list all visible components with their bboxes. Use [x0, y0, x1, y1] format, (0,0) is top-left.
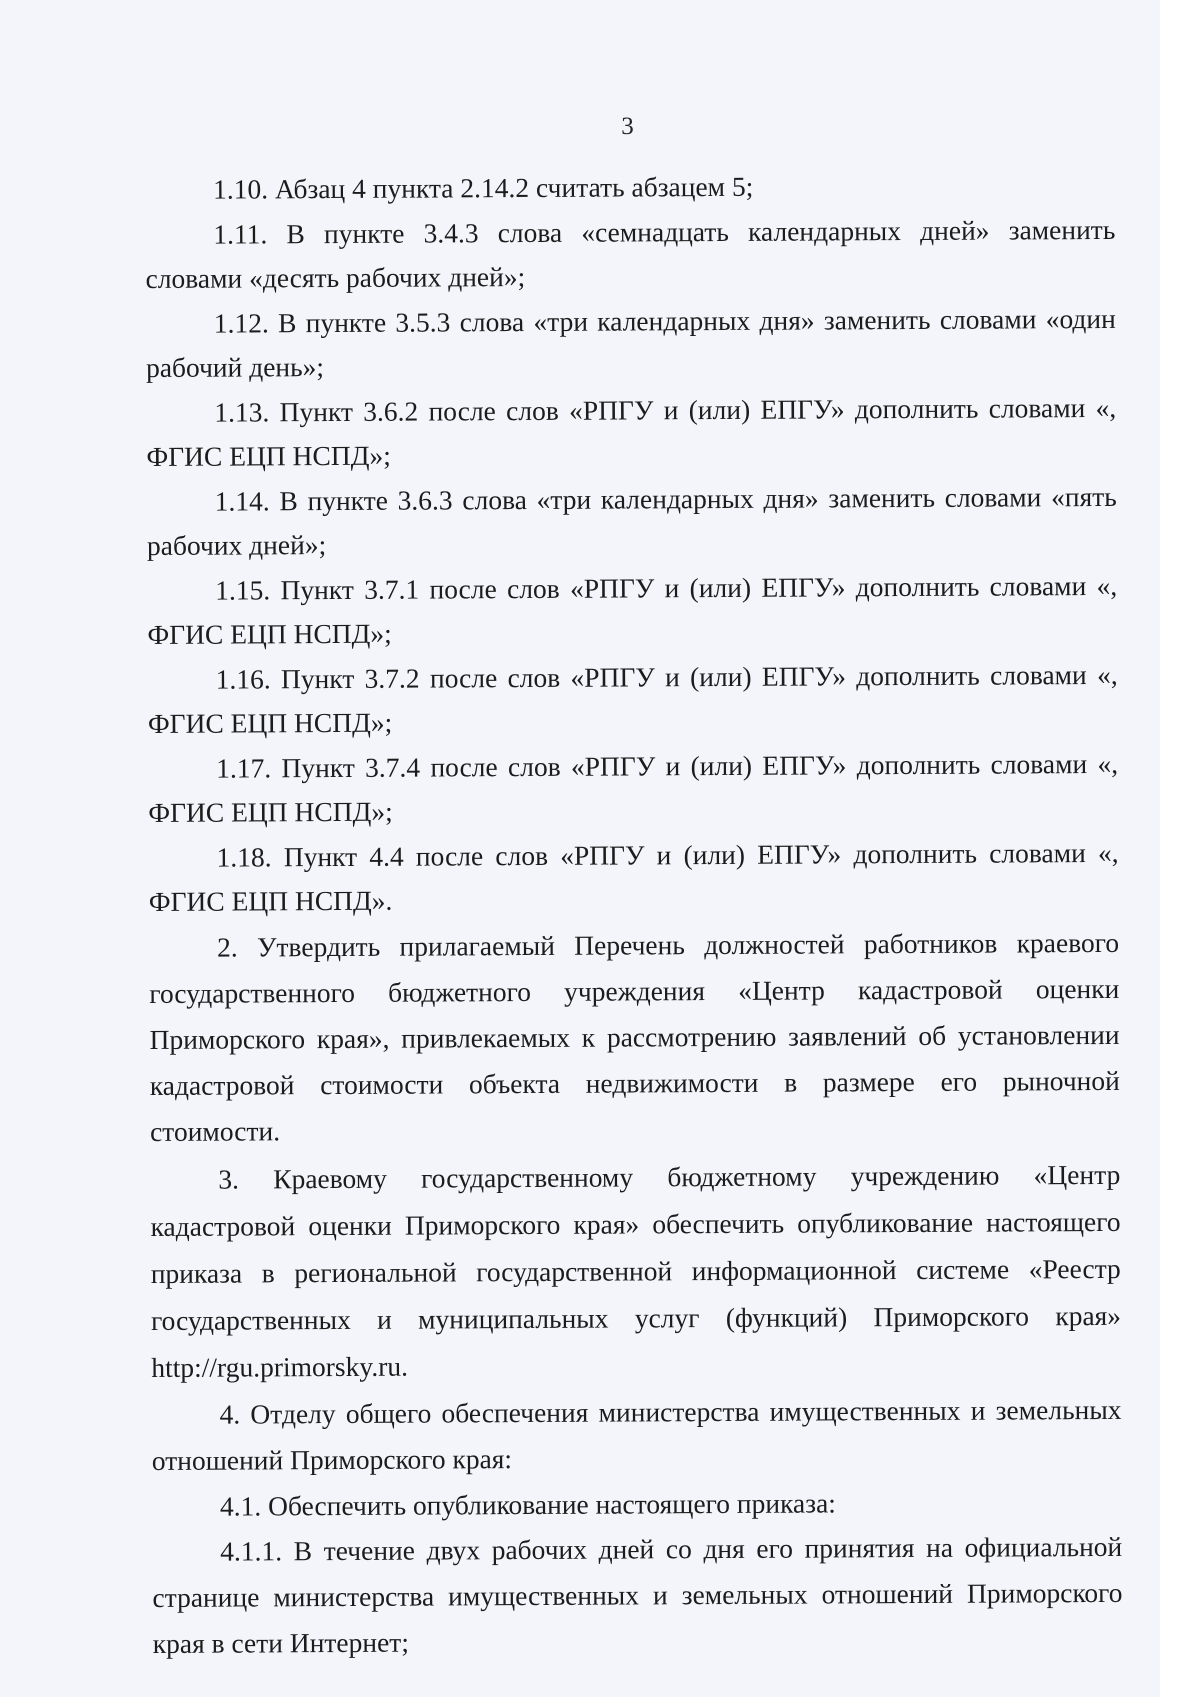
paragraph-1-17: 1.17. Пункт 3.7.4 после слов «РПГУ и (или) ЕПГУ» дополнить словами «, ФГИС ЕЦП НСПД»; — [148, 747, 1119, 828]
paragraph-1-14: 1.14. В пункте 3.6.3 слова «три календарных дня» заменить словами «пять рабочих дней»; — [146, 480, 1117, 561]
paragraph-1-15: 1.15. Пункт 3.7.1 после слов «РПГУ и (или) ЕПГУ» дополнить словами «, ФГИС ЕЦП НСПД»; — [147, 569, 1118, 650]
paragraph-2: 2. Утвердить прилагаемый Перечень должностей работников краевого государственного бюджетного учреждения «Центр кадастровой оценки Приморского края», привлекаемых к рассмотрению заявлений об установлении кадастровой стоимости объекта недвижимости в размере его рыночной стоимости. — [149, 926, 1120, 1147]
document-body — [145, 163, 1123, 1668]
paragraph-1-18: 1.18. Пункт 4.4 после слов «РПГУ и (или) ЕПГУ» дополнить словами «, ФГИС ЕЦП НСПД». — [148, 836, 1119, 917]
paragraph-4-1-1: 4.1.1. В течение двух рабочих дней со дня его принятия на официальной странице министерства имущественных и земельных отношений Приморского края в сети Интернет; — [152, 1530, 1123, 1659]
scan-edge — [1160, 0, 1180, 1697]
paragraph-1-16: 1.16. Пункт 3.7.2 после слов «РПГУ и (или) ЕПГУ» дополнить словами «, ФГИС ЕЦП НСПД»; — [147, 658, 1118, 739]
paragraph-1-11: 1.11. В пункте 3.4.3 слова «семнадцать календарных дней» заменить словами «десять рабочих дней»; — [145, 213, 1116, 294]
paragraph-4: 4. Отделу общего обеспечения министерства имущественных и земельных отношений Приморского края: — [151, 1393, 1122, 1476]
paragraph-1-13: 1.13. Пункт 3.6.2 после слов «РПГУ и (или) ЕПГУ» дополнить словами «, ФГИС ЕЦП НСПД»; — [146, 391, 1117, 472]
paragraph-4-1: 4.1. Обеспечить опубликование настоящего приказа: — [219, 1487, 836, 1522]
paragraph-1-10: 1.10. Абзац 4 пункта 2.14.2 считать абзацем 5; — [213, 170, 754, 205]
paragraph-1-12: 1.12. В пункте 3.5.3 слова «три календарных дня» заменить словами «один рабочий день»; — [145, 302, 1116, 383]
paragraph-3: 3. Краевому государственному бюджетному учреждению «Центр кадастровой оценки Приморского края» обеспечить опубликование настоящего приказа в региональной государственной информационной системе «Реестр государственных и муниципальных услуг (функций) Приморского края» http://rgu.primorsky.ru. — [150, 1158, 1122, 1383]
page-number: 3 — [621, 113, 634, 140]
